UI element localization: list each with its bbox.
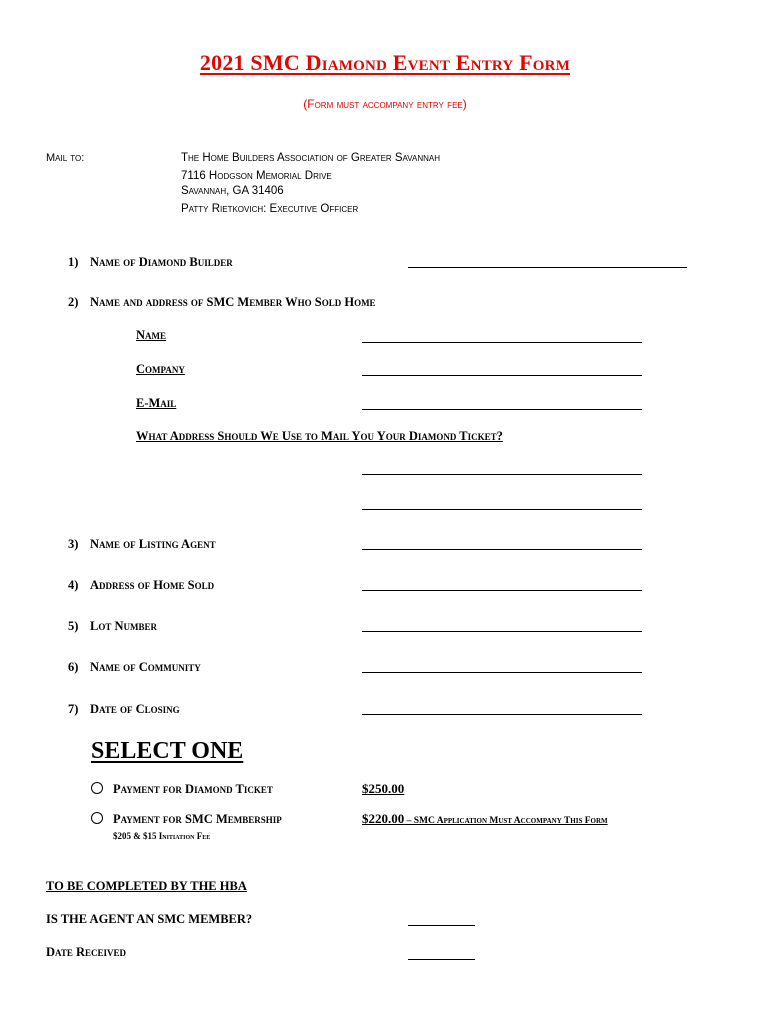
field-community-label: 6) Name of Community bbox=[68, 660, 201, 674]
address-line-3: Savannah, GA 31406 bbox=[181, 185, 284, 197]
email-input-line[interactable] bbox=[362, 409, 642, 410]
closing-date-input-line[interactable] bbox=[362, 714, 642, 715]
field-closing-date-label: 7) Date of Closing bbox=[68, 702, 180, 716]
radio-circle-icon[interactable] bbox=[91, 782, 103, 794]
mail-address-line-2[interactable] bbox=[362, 509, 642, 510]
email-label: E-Mail bbox=[136, 396, 177, 410]
date-received-input-line[interactable] bbox=[408, 959, 475, 960]
date-received-label: Date Received bbox=[46, 945, 127, 959]
name-input-line[interactable] bbox=[362, 342, 642, 343]
option-diamond-ticket[interactable]: Payment for Diamond Ticket bbox=[91, 782, 273, 797]
agent-smc-member-input-line[interactable] bbox=[408, 925, 475, 926]
agent-smc-member-question: IS THE AGENT AN SMC MEMBER? bbox=[46, 912, 253, 926]
mail-address-question: What Address Should We Use to Mail You Your Diamond Ticket? bbox=[136, 429, 503, 443]
address-line-4: Patty Rietkovich: Executive Officer bbox=[181, 203, 359, 215]
field-listing-agent-label: 3) Name of Listing Agent bbox=[68, 537, 216, 551]
name-label: Name bbox=[136, 328, 167, 342]
smc-membership-price: $220.00 – SMC Application Must Accompany This Form bbox=[362, 811, 608, 826]
initiation-fee-note: $205 & $15 Initiation Fee bbox=[113, 831, 211, 841]
option-smc-membership[interactable]: Payment for SMC Membership bbox=[91, 812, 282, 827]
community-input-line[interactable] bbox=[362, 672, 642, 673]
address-line-2: 7116 Hodgson Memorial Drive bbox=[181, 170, 332, 182]
listing-agent-input-line[interactable] bbox=[362, 549, 642, 550]
diamond-builder-input-line[interactable] bbox=[408, 267, 687, 268]
mail-to-label: Mail to: bbox=[46, 152, 85, 164]
company-label: Company bbox=[136, 362, 185, 376]
company-input-line[interactable] bbox=[362, 375, 642, 376]
select-one-heading: SELECT ONE bbox=[91, 738, 244, 764]
radio-circle-icon[interactable] bbox=[91, 812, 103, 824]
lot-number-input-line[interactable] bbox=[362, 631, 642, 632]
field-home-address-label: 4) Address of Home Sold bbox=[68, 578, 215, 592]
hba-section-heading: TO BE COMPLETED BY THE HBA bbox=[46, 879, 247, 893]
field-diamond-builder-label: 1) Name of Diamond Builder bbox=[68, 255, 233, 269]
home-address-input-line[interactable] bbox=[362, 590, 642, 591]
mail-address-line-1[interactable] bbox=[362, 474, 642, 475]
form-subtitle: (Form must accompany entry fee) bbox=[303, 97, 467, 111]
field-smc-member-label: 2) Name and address of SMC Member Who Sold Home bbox=[68, 295, 376, 309]
diamond-ticket-price: $250.00 bbox=[362, 781, 405, 796]
field-lot-number-label: 5) Lot Number bbox=[68, 619, 157, 633]
form-title: 2021 SMC Diamond Event Entry Form bbox=[199, 50, 571, 75]
address-line-1: The Home Builders Association of Greater Savannah bbox=[181, 152, 441, 164]
